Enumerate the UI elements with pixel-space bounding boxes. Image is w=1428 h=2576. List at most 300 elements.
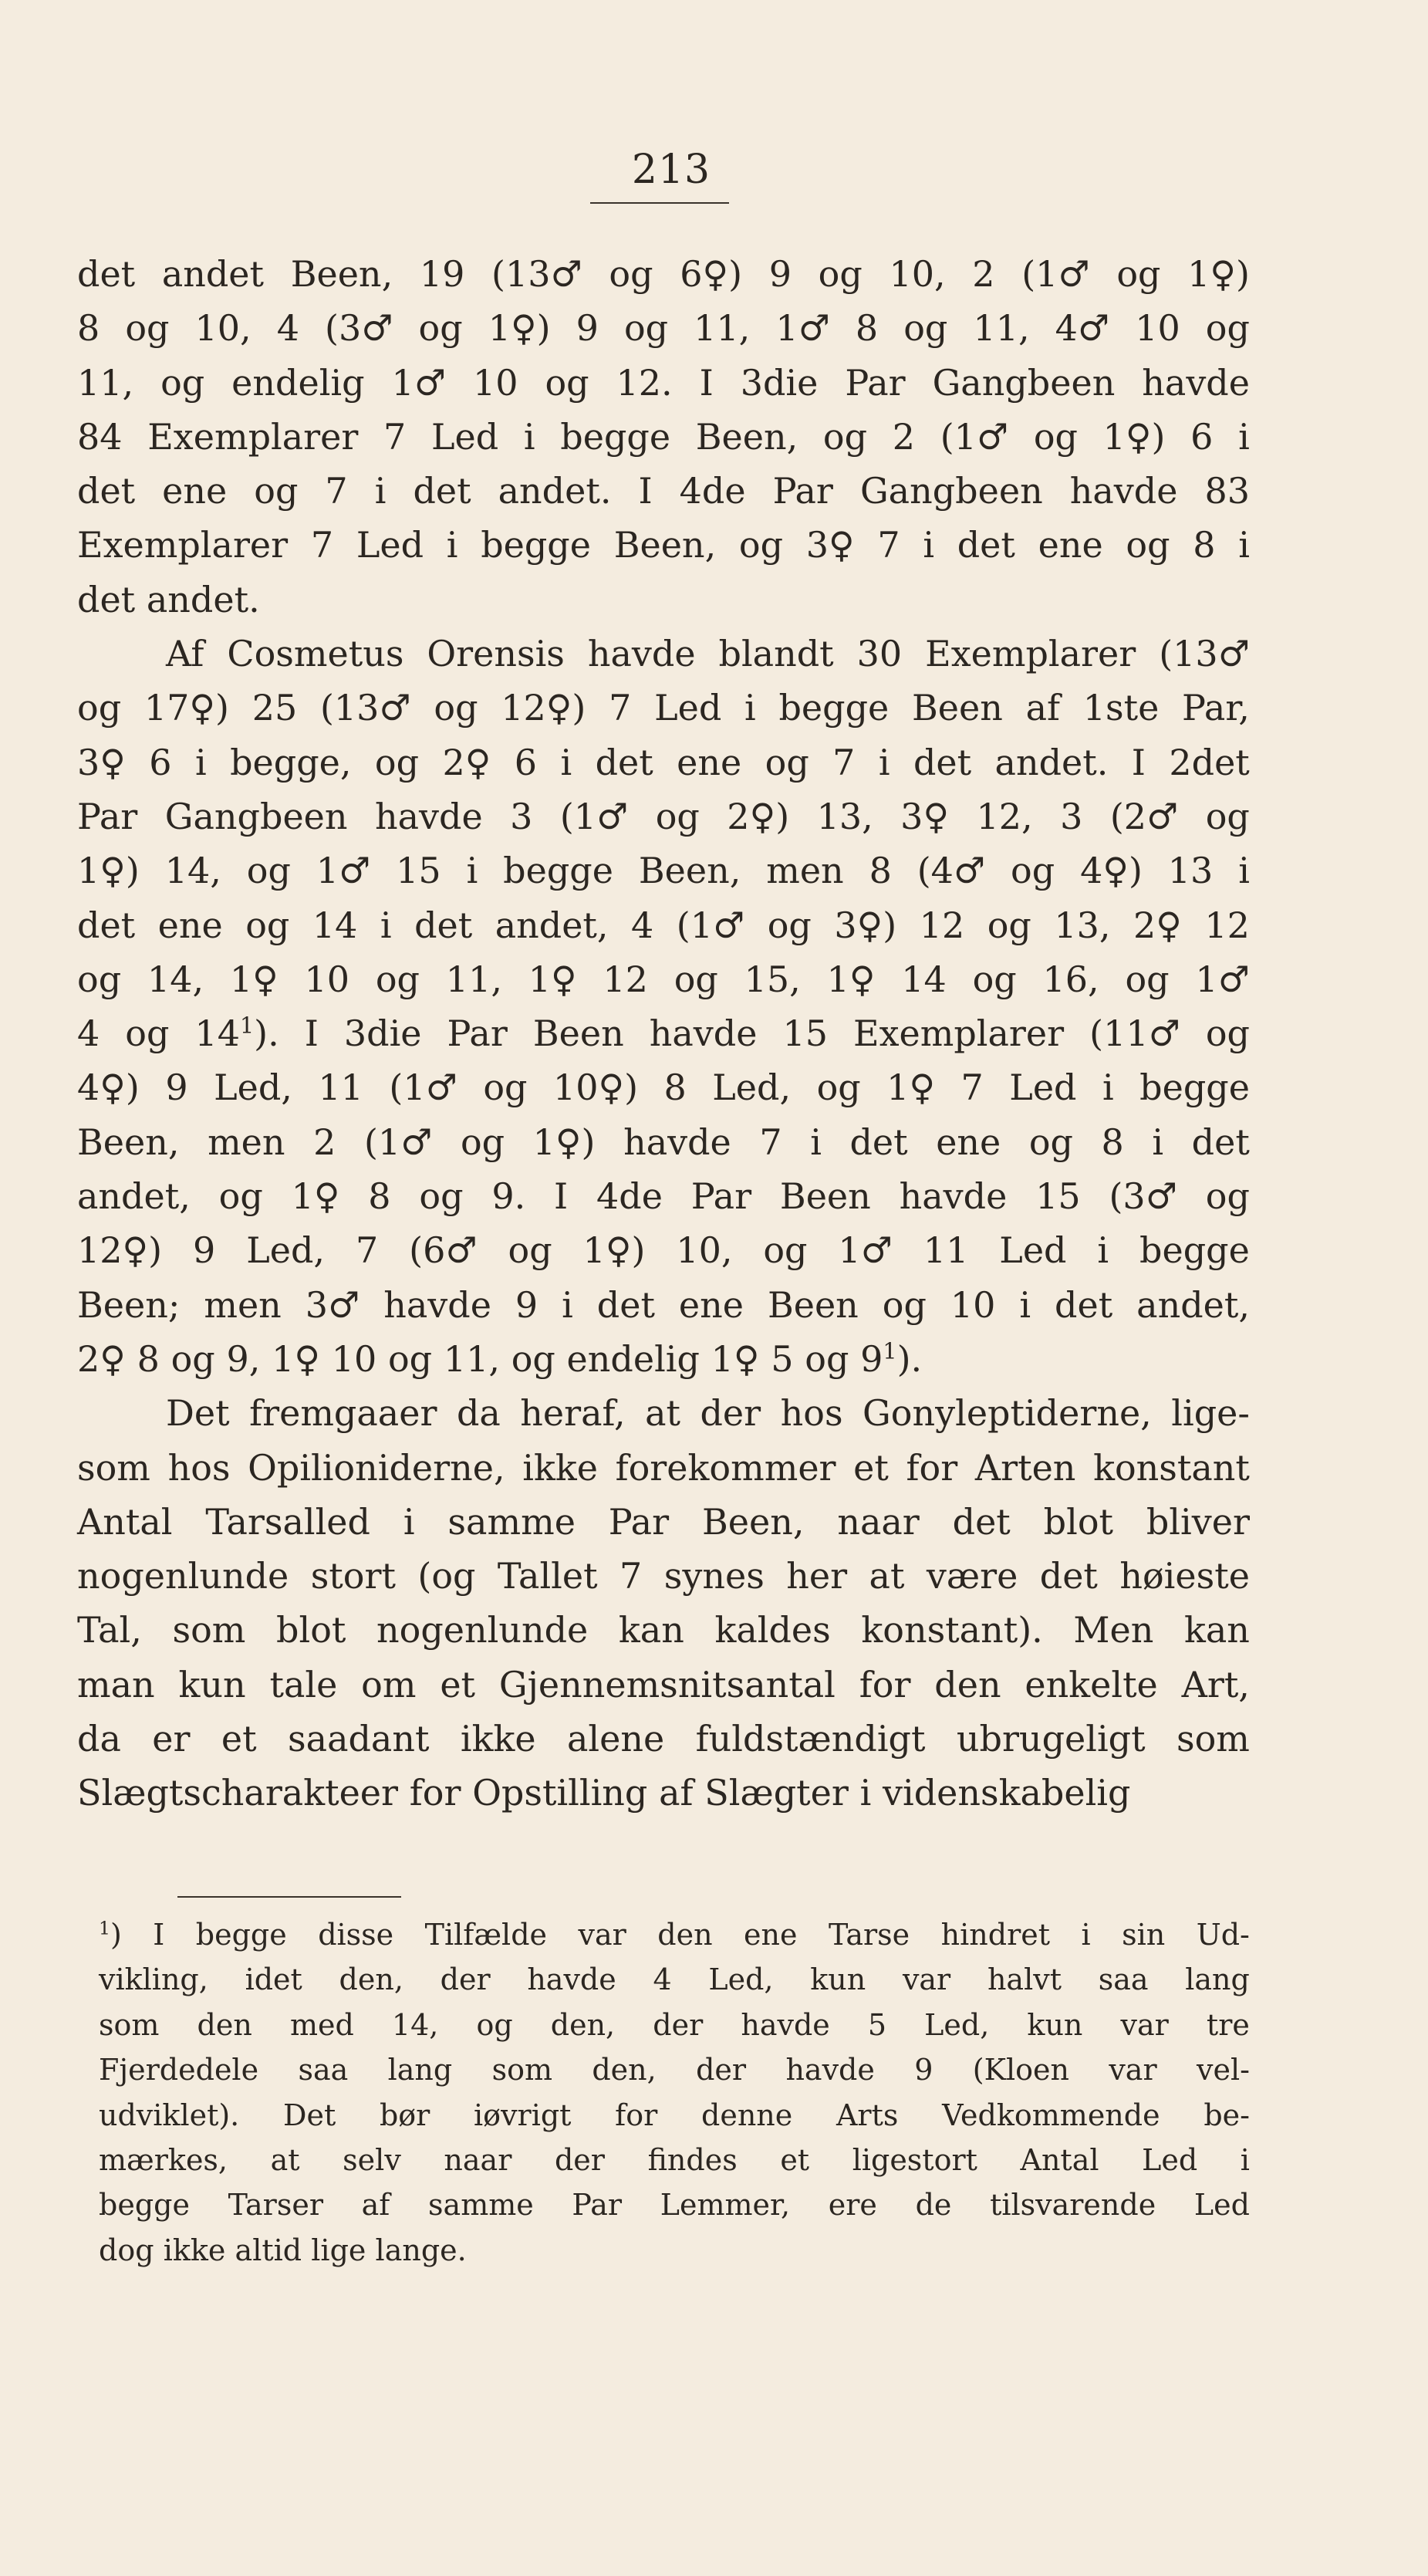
word: samme	[447, 1500, 576, 1543]
word: og	[375, 958, 420, 1000]
word: 14	[901, 958, 947, 1000]
word: i	[1240, 2142, 1250, 2177]
word: blot	[276, 1609, 346, 1651]
word: og	[763, 1229, 808, 1272]
word: lige-	[1171, 1392, 1250, 1435]
word: Been,	[613, 524, 717, 566]
word: 3	[510, 795, 533, 837]
word: det	[849, 1121, 908, 1163]
word: da	[77, 1718, 121, 1760]
word: $^1$)	[99, 1917, 122, 1952]
word: 7	[960, 1067, 984, 1109]
word: og	[987, 904, 1031, 946]
page-number-rule	[590, 202, 729, 204]
word: 4	[631, 904, 654, 946]
word: 1♀)	[77, 850, 140, 892]
word: 14	[312, 904, 358, 946]
word: de	[915, 2188, 952, 2223]
word: Det	[282, 2098, 336, 2132]
word: og	[738, 524, 784, 566]
word: tre	[1206, 2007, 1250, 2042]
word: Led	[356, 524, 424, 566]
word: andet.	[146, 578, 260, 620]
word: 11	[923, 1229, 969, 1272]
word: 12	[919, 904, 965, 946]
word: 1♂	[775, 307, 830, 350]
word: var	[578, 1918, 626, 1952]
word: 13,	[1054, 904, 1111, 946]
word: I	[153, 1918, 165, 1952]
word: 9	[576, 307, 599, 350]
word: 8	[368, 1175, 391, 1218]
word: som	[77, 1446, 150, 1489]
word: og	[434, 687, 478, 729]
word: og	[1125, 958, 1170, 1000]
word: ikke	[522, 1446, 598, 1489]
footnote-line	[99, 2228, 1250, 2273]
word: og	[623, 307, 669, 350]
word: Been,	[77, 1121, 180, 1163]
word: høieste	[1119, 1555, 1250, 1597]
word: i	[523, 415, 535, 458]
word: 9,	[226, 1337, 261, 1380]
word: 1♀	[291, 1175, 340, 1218]
word: af	[361, 2188, 390, 2223]
word: Tarse	[828, 1918, 910, 1952]
word: havde	[1069, 470, 1178, 512]
word: der	[696, 2053, 747, 2088]
word: og	[125, 307, 170, 350]
word: 4	[77, 1012, 100, 1055]
word: ene	[677, 741, 742, 783]
word: der	[653, 2007, 704, 2042]
word: lige	[311, 2233, 366, 2267]
word: havde	[899, 1175, 1008, 1218]
word: 12	[603, 958, 648, 1000]
word: 14,	[164, 850, 221, 892]
word: 7	[877, 524, 900, 566]
word: i	[878, 741, 890, 783]
word: Det	[166, 1392, 230, 1435]
word: begge	[1139, 1067, 1250, 1109]
word: kan	[1183, 1609, 1250, 1651]
word: 3♀	[805, 524, 855, 566]
word: Gangbeen	[164, 795, 348, 837]
word: Been,	[638, 850, 741, 892]
word: (6♂	[409, 1229, 478, 1272]
word: andet	[161, 253, 265, 295]
footnote-line	[99, 2182, 1250, 2227]
word: (1♂	[559, 795, 629, 837]
word: i	[1019, 1283, 1031, 1326]
word: og	[818, 253, 863, 295]
word: Par	[690, 1175, 752, 1218]
text-line	[77, 301, 1250, 355]
word: havde	[623, 1121, 731, 1163]
text-line	[77, 735, 1250, 789]
word: i	[1097, 1229, 1109, 1272]
text-line	[77, 789, 1250, 843]
word: det	[77, 578, 136, 620]
word: men	[766, 850, 844, 892]
word: Orensis	[427, 633, 565, 675]
word: 2♀	[1133, 904, 1182, 946]
word: og	[218, 1175, 263, 1218]
word: 9	[768, 253, 792, 295]
word: idet	[245, 1962, 302, 1997]
text-line	[77, 1495, 1250, 1549]
word: 7	[325, 470, 348, 512]
word: 7	[832, 741, 856, 783]
word: 10♀)	[552, 1067, 639, 1109]
word: og	[767, 904, 812, 946]
word: ene	[936, 1121, 1001, 1163]
word: 10,	[889, 253, 946, 295]
word: Par	[608, 1500, 670, 1543]
word: begge	[1139, 1229, 1250, 1272]
word: havde	[374, 795, 483, 837]
word: 1♀)	[1102, 415, 1166, 458]
text-line	[77, 952, 1250, 1006]
word: det	[957, 524, 1015, 566]
text-line	[77, 1549, 1250, 1603]
word: om	[361, 1663, 417, 1706]
word: samme	[428, 2188, 534, 2223]
word: som	[1176, 1718, 1250, 1760]
word: og	[1011, 850, 1055, 892]
word: og	[1205, 1175, 1250, 1218]
word: Af	[166, 633, 204, 675]
word: var	[902, 1962, 951, 1997]
word: og	[254, 470, 299, 512]
word: Led,	[214, 1067, 292, 1109]
word: Tilfælde	[424, 1918, 548, 1952]
footnote-divider	[177, 1896, 401, 1898]
word: naar	[444, 2142, 512, 2177]
word: 7	[383, 415, 407, 458]
word: disse	[318, 1918, 394, 1952]
word: Tarser	[228, 2188, 323, 2223]
word: 13,	[816, 795, 873, 837]
word: 1♂	[1195, 958, 1250, 1000]
word: 11,	[443, 1337, 500, 1380]
word: og	[1116, 253, 1161, 295]
word: 12	[1204, 904, 1250, 946]
word: tilsvarende	[990, 2188, 1156, 2223]
word: det	[77, 904, 136, 946]
word: Led	[654, 687, 722, 729]
word: 13	[1167, 850, 1214, 892]
word: (1♂	[389, 1067, 457, 1109]
word: 1ste	[1082, 687, 1160, 729]
word: enkelte	[1025, 1663, 1158, 1706]
word: 14,	[147, 958, 204, 1000]
word: (3♂	[325, 307, 393, 350]
word: 15	[782, 1012, 828, 1055]
text-line	[77, 410, 1250, 464]
word: Exemplarer	[77, 524, 289, 566]
word: 4de	[679, 470, 746, 512]
word: at	[645, 1392, 680, 1435]
word: det	[413, 470, 471, 512]
word: andet,	[77, 1175, 191, 1218]
word: i	[403, 1500, 415, 1543]
word: man	[77, 1663, 155, 1706]
word: Par,	[1182, 687, 1250, 729]
word: af	[1025, 687, 1061, 729]
word: 2	[313, 1121, 336, 1163]
word: 9.	[491, 1175, 526, 1218]
word: i	[1081, 1918, 1091, 1952]
word: 1♀	[826, 958, 876, 1000]
word: og	[160, 361, 205, 404]
text-line	[77, 1278, 1250, 1332]
word: 1♂	[838, 1229, 893, 1272]
word: 7	[310, 524, 334, 566]
word: ligestort	[852, 2142, 977, 2177]
word: fremgaaer	[249, 1392, 437, 1435]
word: Opilioniderne,	[248, 1446, 505, 1489]
word: Gangbeen	[859, 470, 1043, 512]
word: bliver	[1146, 1500, 1250, 1543]
word: 1♂	[316, 850, 371, 892]
word: kun	[810, 1962, 866, 1997]
word: konstant	[1093, 1446, 1250, 1489]
word: 11,	[445, 958, 502, 1000]
word: (og	[417, 1555, 476, 1597]
word: vel-	[1197, 2053, 1250, 2088]
word: den	[657, 1918, 713, 1952]
word: 1♀)	[532, 1121, 596, 1163]
word: alene	[566, 1718, 665, 1760]
word: 84	[77, 415, 123, 458]
word: dog	[99, 2233, 154, 2267]
word: 2	[972, 253, 995, 295]
word: 11,	[77, 361, 134, 404]
word: Exemplarer	[852, 1012, 1065, 1055]
word: og	[822, 415, 868, 458]
word: Led	[1009, 1067, 1077, 1109]
word: fuldstændigt	[695, 1718, 926, 1760]
word: Gonyleptiderne,	[863, 1392, 1152, 1435]
word: 3♂	[305, 1283, 360, 1326]
word: 15	[396, 850, 441, 892]
word: 4	[276, 307, 299, 350]
text-line	[77, 1766, 1250, 1820]
word: 8	[663, 1067, 687, 1109]
word: Arten	[974, 1446, 1076, 1489]
word: det	[77, 253, 136, 295]
word: 1♀)	[582, 1229, 646, 1272]
word: lang	[387, 2053, 453, 2088]
word: ene	[678, 1283, 744, 1326]
word: 2det	[1169, 741, 1250, 783]
footnote-line	[99, 2003, 1250, 2047]
word: og	[170, 1337, 215, 1380]
word: mærkes,	[99, 2142, 228, 2177]
word: kan	[618, 1609, 684, 1651]
word: 2♀	[442, 741, 491, 783]
text-line	[77, 518, 1250, 572]
word: $9^1$).	[860, 1337, 923, 1380]
word: 6	[149, 741, 172, 783]
word: Been,	[290, 253, 393, 295]
word: andet.	[994, 741, 1109, 783]
word: i	[1238, 850, 1250, 892]
word: 3	[1060, 795, 1083, 837]
word: begge	[560, 415, 671, 458]
word: (13♂	[491, 253, 582, 295]
word: (1♂	[940, 415, 1009, 458]
word: det	[913, 741, 972, 783]
word: og	[246, 850, 291, 892]
word: Art,	[1181, 1663, 1250, 1706]
word: 8	[137, 1337, 160, 1380]
word: Tarsalled	[205, 1500, 370, 1543]
word: 4♂	[1055, 307, 1110, 350]
word: Been	[779, 1175, 871, 1218]
word: lange.	[375, 2233, 467, 2267]
word: Gangbeen	[932, 361, 1116, 404]
word: Opstilling	[472, 1772, 648, 1814]
word: et	[440, 1663, 476, 1706]
word: selv	[343, 2142, 401, 2177]
word: 8	[855, 307, 879, 350]
word: 2	[892, 415, 916, 458]
word: Been,	[695, 415, 798, 458]
footnote-line	[99, 1957, 1250, 2002]
word: et	[853, 1446, 889, 1489]
word: i	[446, 524, 458, 566]
word: findes	[647, 2142, 738, 2177]
word: 10	[331, 1337, 377, 1380]
word: 9	[914, 2053, 933, 2088]
word: Been	[532, 1012, 624, 1055]
word: 4	[653, 1962, 672, 1997]
text-line	[77, 1223, 1250, 1277]
word: Led	[1193, 2188, 1250, 2223]
word: saa	[298, 2053, 349, 2088]
word: i	[859, 1772, 872, 1814]
word: ubrugeligt	[956, 1718, 1146, 1760]
word: er	[152, 1718, 191, 1760]
word: endelig	[566, 1337, 700, 1380]
word: af	[659, 1772, 694, 1814]
word: Exemplarer	[925, 633, 1136, 675]
word: havde	[527, 1962, 616, 1997]
word: i	[560, 741, 572, 783]
word: 1♀	[886, 1067, 936, 1109]
word: be-	[1204, 2098, 1250, 2132]
word: havde	[383, 1283, 491, 1326]
word: (13♂	[1159, 633, 1250, 675]
word: 83	[1204, 470, 1250, 512]
word: 11	[318, 1067, 363, 1109]
word: havde	[649, 1012, 758, 1055]
word: og	[1205, 1012, 1250, 1055]
word: og	[609, 253, 653, 295]
word: blot	[1043, 1500, 1113, 1543]
footnote-line	[99, 2138, 1250, 2182]
word: 9	[193, 1229, 216, 1272]
word: og	[77, 958, 122, 1000]
word: og	[903, 307, 948, 350]
word: sin	[1122, 1918, 1166, 1952]
word: i	[810, 1121, 822, 1163]
word: og	[1126, 524, 1170, 566]
word: den,	[592, 2053, 657, 2088]
word: og	[673, 958, 718, 1000]
word: hindret	[940, 1918, 1050, 1952]
word: 8	[869, 850, 892, 892]
word: Par	[772, 470, 833, 512]
word: i	[1238, 415, 1250, 458]
word: og	[511, 1337, 555, 1380]
word: og	[805, 1337, 849, 1380]
word: Par	[77, 795, 138, 837]
word: og	[508, 1229, 552, 1272]
word: endelig	[231, 361, 365, 404]
word: 9	[515, 1283, 538, 1326]
word: i	[194, 741, 207, 783]
text-line	[77, 843, 1250, 898]
word: 1♀)	[1187, 253, 1250, 295]
word: 5	[867, 2007, 887, 2042]
word: saa	[1098, 1962, 1149, 1997]
word: blandt	[718, 633, 834, 675]
footnote-line	[99, 2047, 1250, 2092]
word: 6	[1190, 415, 1214, 458]
word: for	[409, 1772, 461, 1814]
word: i	[562, 1283, 573, 1326]
word: begge	[778, 687, 890, 729]
word: ene	[1038, 524, 1103, 566]
word: 14,	[391, 2007, 439, 2042]
word: og	[1205, 307, 1250, 350]
word: havde	[741, 2007, 830, 2042]
word: 10	[472, 361, 518, 404]
word: 6	[514, 741, 538, 783]
word: bør	[379, 2098, 430, 2132]
word: i	[1152, 1121, 1164, 1163]
word: det	[1055, 1283, 1113, 1326]
word: for	[859, 1663, 911, 1706]
word: den,	[550, 2007, 616, 2042]
word: iøvrigt	[474, 2098, 572, 2132]
word: ere	[828, 2188, 877, 2223]
word: 7	[759, 1121, 782, 1163]
word: Led,	[712, 1067, 792, 1109]
word: I	[1131, 741, 1146, 783]
word: var	[1120, 2007, 1169, 2042]
word: 10,	[676, 1229, 733, 1272]
word: 4♀)	[77, 1067, 140, 1109]
word: at	[869, 1555, 905, 1597]
footnote-line	[99, 2093, 1250, 2138]
word: men	[204, 1283, 282, 1326]
text-line	[77, 1332, 1250, 1386]
word: Cosmetus	[227, 633, 404, 675]
word: 10,	[194, 307, 252, 350]
word: Tallet	[497, 1555, 598, 1597]
word: Antal	[77, 1500, 173, 1543]
word: 12♀)	[501, 687, 586, 729]
word: da	[456, 1392, 501, 1435]
word: saadant	[288, 1718, 430, 1760]
word: i	[380, 904, 392, 946]
word: Ud-	[1196, 1918, 1250, 1952]
footnote	[99, 1912, 1250, 2273]
